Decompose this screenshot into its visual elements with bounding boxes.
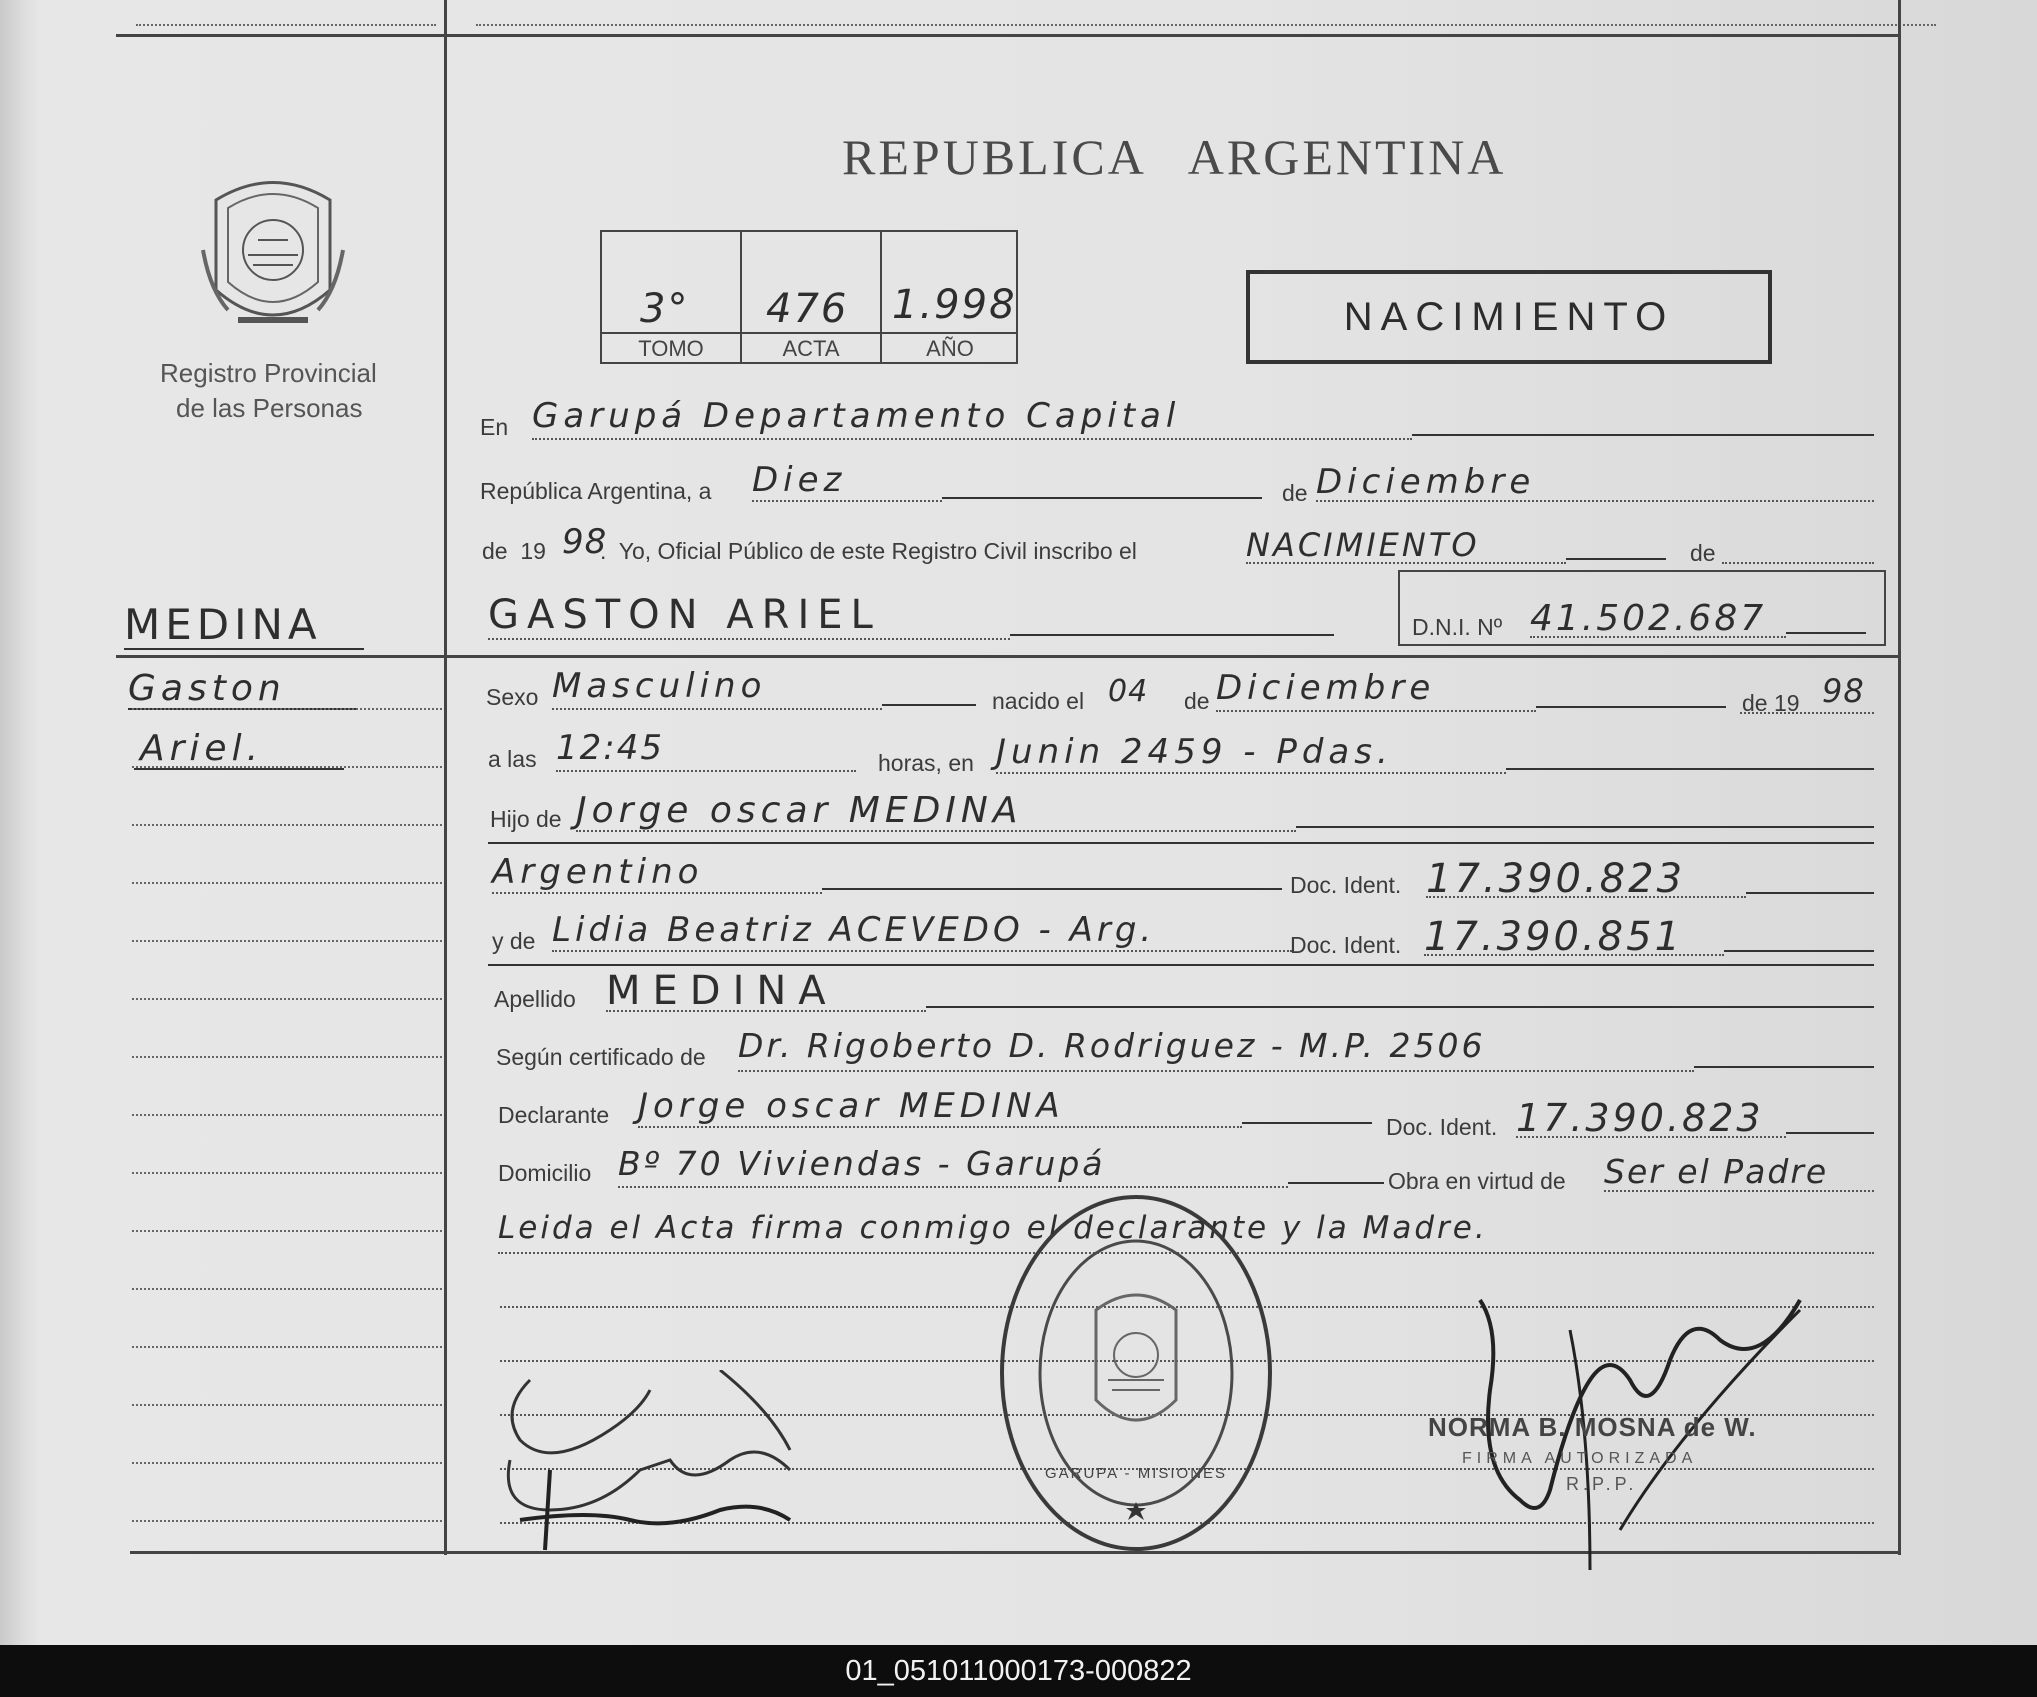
top-rule xyxy=(116,34,1901,37)
oficial-text: . Yo, Oficial Público de este Registro Civil inscribo el xyxy=(600,538,1137,564)
image-code-footer: 01_051011000173-000822 xyxy=(0,1645,2037,1697)
en-label: En xyxy=(480,414,509,440)
domicilio-value: Bº 70 Viviendas - Garupá xyxy=(618,1144,1106,1183)
nac-de-label: de xyxy=(1184,688,1210,714)
en-value: Garupá Departamento Capital xyxy=(532,396,1181,436)
nacido-label: nacido el xyxy=(992,688,1085,714)
left-column-rule xyxy=(444,0,447,1555)
acta-value: 476 xyxy=(766,286,849,332)
tomo-value: 3° xyxy=(640,286,690,332)
middle-rule xyxy=(116,655,1901,658)
declarante-value: Jorge oscar MEDINA xyxy=(638,1086,1065,1126)
record-number-box xyxy=(600,230,1018,364)
record-type-box xyxy=(1246,270,1772,364)
mes-value: Diciembre xyxy=(1316,462,1536,502)
republica-label: República Argentina, a xyxy=(480,478,712,504)
anio-suffix-value: 98 xyxy=(562,522,608,562)
sexo-label: Sexo xyxy=(486,684,539,710)
official-name: NORMA B. MOSNA de W. xyxy=(1428,1412,1757,1442)
madre-doc-label: Doc. Ident. xyxy=(1290,932,1402,958)
acta-label: ACTA xyxy=(782,336,840,361)
mes-de-label: de xyxy=(1282,480,1308,506)
padre-doc-label: Doc. Ident. xyxy=(1290,872,1402,898)
official-stamp xyxy=(996,1190,1276,1556)
official-org: R.P.P. xyxy=(1566,1474,1638,1494)
padre-doc-value: 17.390.823 xyxy=(1426,856,1686,902)
stamp-inner-text: GARUPA - MISIONES xyxy=(1044,1465,1228,1482)
anio-label: AÑO xyxy=(926,336,974,361)
registry-name-line2: de las Personas xyxy=(176,393,363,423)
declarante-label: Declarante xyxy=(498,1102,610,1128)
margin-given-name-2: Ariel. xyxy=(140,728,264,769)
official-title: FIRMA AUTORIZADA xyxy=(1462,1450,1698,1467)
registry-name-line1: Registro Provincial xyxy=(160,358,377,388)
anio-value: 1.998 xyxy=(892,282,1017,328)
nac-year-prefix: de 19 xyxy=(1742,690,1800,716)
nac-dia-value: 04 xyxy=(1108,674,1149,709)
declarant-signature-icon xyxy=(490,1370,830,1560)
ydemadre-label: y de xyxy=(492,928,536,954)
declarante-doc-label: Doc. Ident. xyxy=(1386,1114,1498,1140)
dia-value: Diez xyxy=(752,460,847,500)
stamp-oval-icon xyxy=(996,1190,1276,1556)
margin-given-name-1: Gaston xyxy=(128,668,286,709)
anio-prefix-label: de 19 xyxy=(482,538,546,564)
madre-value: Lidia Beatriz ACEVEDO - Arg. xyxy=(552,910,1156,950)
country-title: REPUBLICA ARGENTINA xyxy=(842,129,1507,185)
obra-label: Obra en virtud de xyxy=(1388,1168,1566,1194)
nombre-value: GASTON ARIEL xyxy=(488,592,881,638)
horas-en-label: horas, en xyxy=(878,750,974,776)
medico-value: Dr. Rigoberto D. Rodriguez - M.P. 2506 xyxy=(738,1026,1486,1065)
apellido-label: Apellido xyxy=(494,986,576,1012)
nac-year-value: 98 xyxy=(1822,672,1865,710)
domicilio-label: Domicilio xyxy=(498,1160,592,1186)
observacion-value: Leida el Acta firma conmigo el declarante y la Madre. xyxy=(498,1210,1488,1246)
acto-de-label: de xyxy=(1690,540,1716,566)
previous-record-strip xyxy=(116,0,1901,26)
sexo-value: Masculino xyxy=(552,666,767,706)
hora-value: 12:45 xyxy=(556,728,664,768)
dni-value: 41.502.687 xyxy=(1530,598,1767,639)
margin-surname: MEDINA xyxy=(124,600,322,649)
segun-label: Según certificado de xyxy=(496,1044,706,1070)
madre-doc-value: 17.390.851 xyxy=(1424,914,1684,960)
dni-label: D.N.I. Nº xyxy=(1412,614,1503,640)
hijo-label: Hijo de xyxy=(490,806,562,832)
lugar-value: Junin 2459 - Pdas. xyxy=(996,732,1393,772)
obra-value: Ser el Padre xyxy=(1604,1152,1829,1191)
alas-label: a las xyxy=(488,746,537,772)
provincial-seal-icon xyxy=(198,170,348,330)
apellido-value: MEDINA xyxy=(606,968,838,1014)
record-type-label: NACIMIENTO xyxy=(1343,294,1675,339)
acto-value: NACIMIENTO xyxy=(1246,526,1480,564)
outer-right-rule xyxy=(1898,0,1901,1555)
nac-mes-value: Diciembre xyxy=(1216,668,1436,708)
tomo-label: TOMO xyxy=(638,336,704,361)
declarante-doc-value: 17.390.823 xyxy=(1516,1096,1764,1140)
padre-value: Jorge oscar MEDINA xyxy=(576,790,1023,831)
padre-nacionalidad-value: Argentino xyxy=(492,852,704,892)
